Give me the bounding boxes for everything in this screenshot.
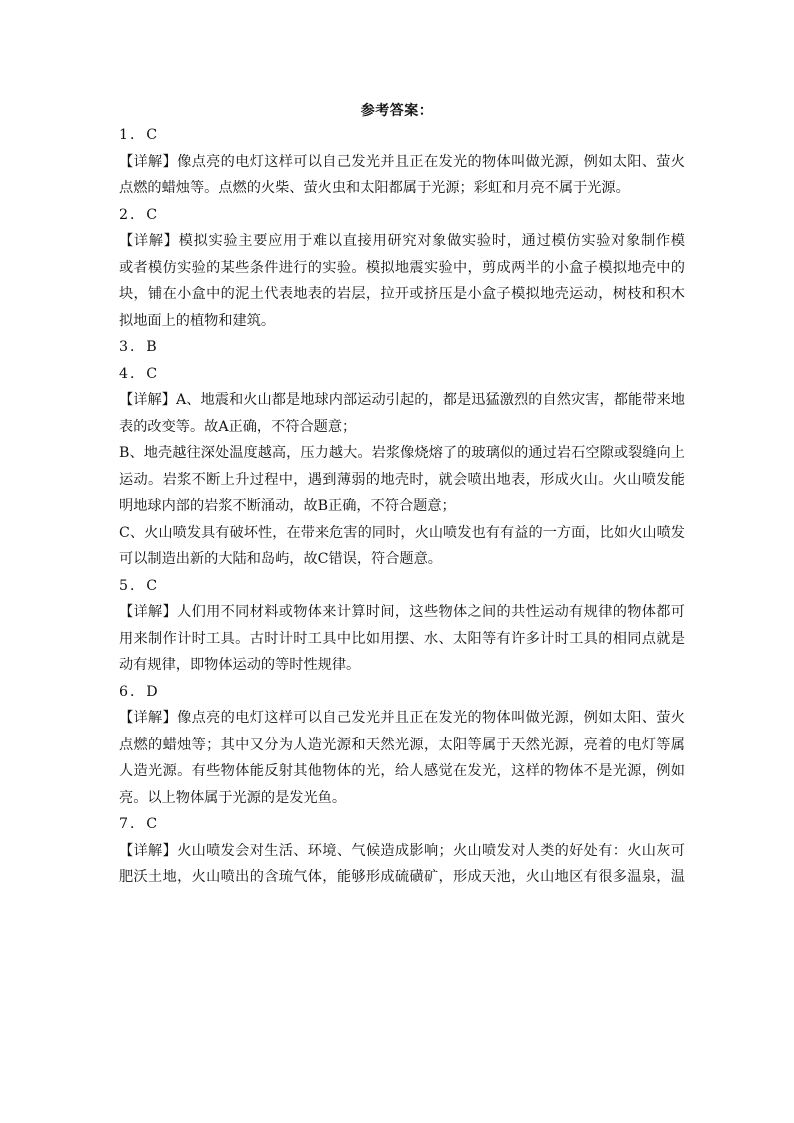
explanation-line: 可以制造出新的大陆和岛屿，故C错误，符合题意。 (119, 551, 442, 567)
explanation-line: 点燃的蜡烛等。点燃的火柴、萤火虫和太阳都属于光源；彩虹和月亮不属于光源。 (119, 180, 630, 196)
answer-item-2 (119, 202, 685, 335)
page-title: 参考答案： (360, 103, 434, 119)
explanation-line: C、火山喷发具有破坏性，在带来危害的同时，火山喷发也有有益的一方面，比如火山喷发 (119, 524, 685, 541)
explanation-line: 块，铺在小盒中的泥土代表地表的岩层，拉开或挤压是小盒子模拟地壳运动，树枝和积木 (119, 286, 685, 302)
answer-number: 2．C (119, 206, 160, 223)
answer-number: 7．C (119, 816, 160, 832)
explanation-line: 或者模仿实验的某些条件进行的实验。模拟地震实验中，剪成两半的小盒子模拟地壳中的 (119, 259, 685, 276)
answer-number: 1．C (119, 127, 160, 143)
answer-number: 5．C (119, 577, 160, 594)
answer-number: 6．D (119, 683, 160, 700)
answer-item-5 (119, 573, 685, 679)
answer-list (119, 122, 685, 891)
explanation-line: 拟地面上的植物和建筑。 (119, 312, 276, 329)
answer-item-3 (119, 334, 685, 361)
answer-item-7 (119, 811, 685, 891)
explanation-line: 【详解】人们用不同材料或物体来计算时间，这些物体之间的共性运动有规律的物体都可 (119, 604, 685, 620)
explanation-line: 肥沃土地，火山喷出的含琉气体，能够形成硫磺矿，形成天池，火山地区有很多温泉，温 (119, 869, 685, 885)
answer-item-1 (119, 122, 685, 202)
explanation-line: B、地壳越往深处温度越高，压力越大。岩浆像烧熔了的玻璃似的通过岩石空隙或裂缝向上 (119, 445, 685, 461)
explanation-line: 【详解】像点亮的电灯这样可以自己发光并且正在发光的物体叫做光源，例如太阳、萤火 (119, 710, 685, 726)
explanation-line: 【详解】模拟实验主要应用于难以直接用研究对象做实验时，通过模仿实验对象制作模 (119, 233, 685, 249)
explanation-line: 亮。以上物体属于光源的是发光鱼。 (119, 789, 347, 806)
explanation-line: 【详解】A、地震和火山都是地球内部运动引起的，都是迅猛激烈的自然灾害，都能带来地 (119, 392, 685, 408)
explanation-line: 明地球内部的岩浆不断涌动，故B正确，不符合题意； (119, 498, 456, 514)
answer-item-4 (119, 361, 685, 573)
explanation-line: 动有规律，即物体运动的等时性规律。 (119, 657, 361, 673)
answer-number: 4．C (119, 365, 160, 382)
explanation-line: 运动。岩浆不断上升过程中，遇到薄弱的地壳时，就会喷出地表，形成火山。火山喷发能 (119, 471, 685, 488)
answer-number: 3．B (119, 339, 159, 355)
explanation-line: 人造光源。有些物体能反射其他物体的光，给人感觉在发光，这样的物体不是光源，例如 (119, 763, 685, 779)
explanation-line: 用来制作计时工具。古时计时工具中比如用摆、水、太阳等有许多计时工具的相同点就是 (119, 630, 685, 647)
explanation-line: 表的改变等。故A正确，不符合题意； (119, 418, 357, 435)
explanation-line: 点燃的蜡烛等；其中又分为人造光源和天然光源，太阳等属于天然光源，亮着的电灯等属 (119, 736, 685, 753)
explanation-line: 【详解】像点亮的电灯这样可以自己发光并且正在发光的物体叫做光源，例如太阳、萤火 (119, 153, 685, 170)
explanation-line: 【详解】火山喷发会对生活、环境、气候造成影响；火山喷发对人类的好处有：火山灰可 (119, 842, 685, 859)
answer-item-6 (119, 679, 685, 812)
